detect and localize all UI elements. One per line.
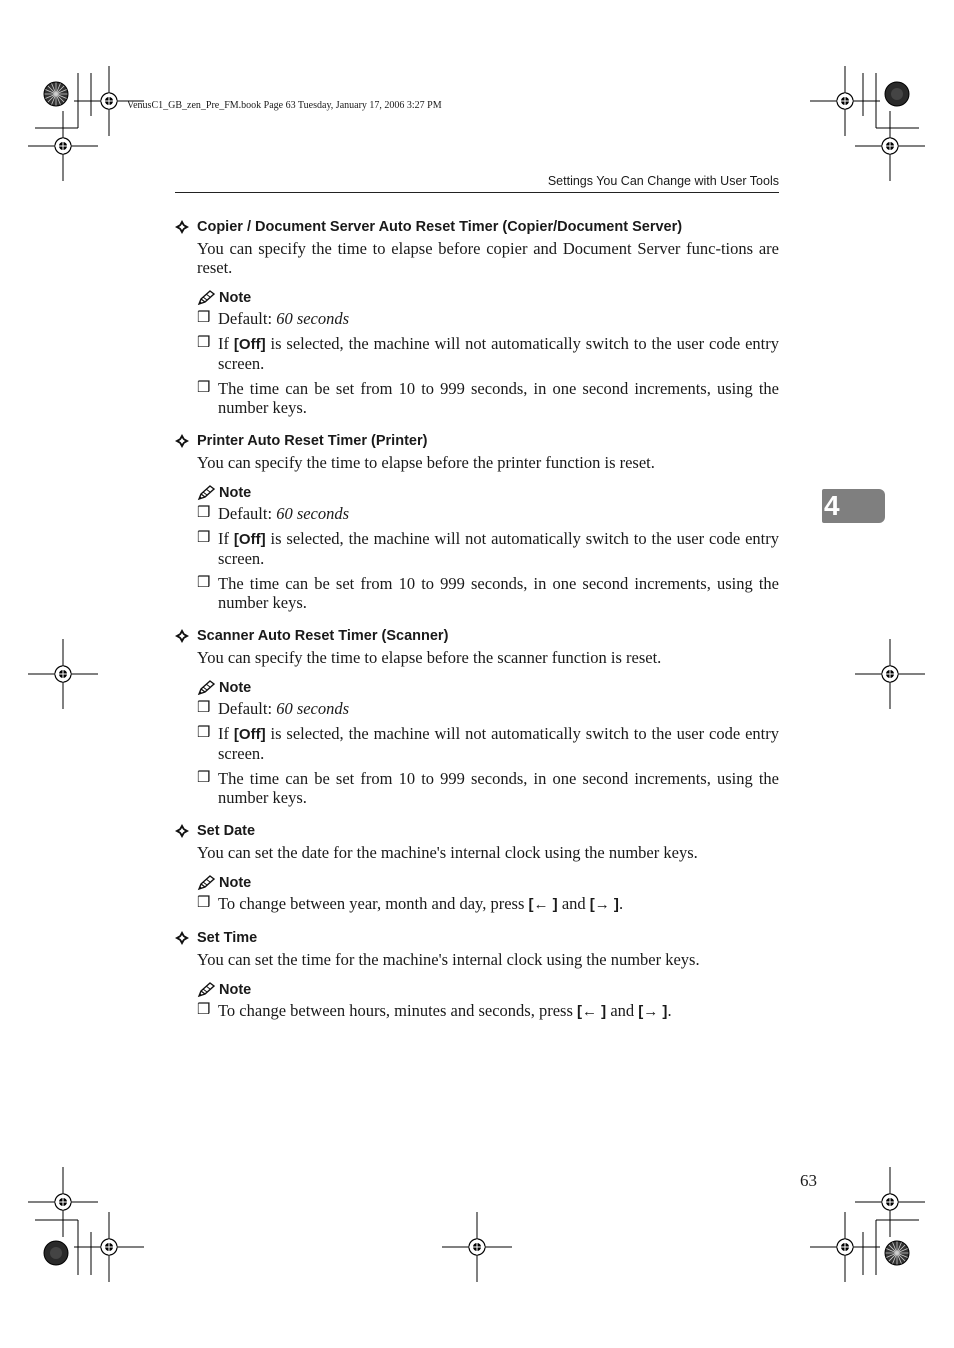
diamond-bullet-icon — [175, 629, 189, 643]
section-title — [175, 429, 779, 453]
section-description: You can set the date for the machine's internal clock using the number keys. — [197, 843, 698, 862]
checkbox-bullet-icon: ❒ — [197, 505, 211, 521]
chapter-tab — [822, 489, 885, 523]
pencil-note-icon — [197, 982, 217, 998]
note-item — [197, 379, 779, 417]
note-text: is selected, the machine will not automatically switch to the user code entry screen. — [218, 529, 779, 568]
header-rule — [175, 192, 779, 193]
off-key-label: [Off] — [233, 726, 266, 743]
checkbox-bullet-icon: ❒ — [197, 380, 211, 396]
note-text: and — [606, 1001, 639, 1020]
note-label: Note — [219, 485, 252, 501]
note-item — [197, 894, 779, 914]
checkbox-bullet-icon: ❒ — [197, 725, 211, 741]
note-heading — [197, 287, 779, 309]
note-text: If — [218, 334, 234, 353]
note-heading — [197, 979, 779, 1001]
note-text: . — [667, 1001, 672, 1020]
section-description: You can specify the time to elapse before the scanner function is reset. — [197, 648, 662, 667]
note-text: is selected, the machine will not automatically switch to the user code entry screen. — [218, 724, 779, 763]
checkbox-bullet-icon: ❒ — [197, 1002, 211, 1018]
note-heading — [197, 482, 779, 504]
right-arrow-key-label: [→ ] — [638, 1003, 668, 1020]
section-title-text: Printer Auto Reset Timer (Printer) — [197, 433, 428, 449]
section-description: You can set the time for the machine's internal clock using the number keys. — [197, 950, 700, 969]
note-item — [197, 334, 779, 373]
pencil-note-icon — [197, 485, 217, 501]
checkbox-bullet-icon: ❒ — [197, 310, 211, 326]
checkbox-bullet-icon: ❒ — [197, 700, 211, 716]
note-text: . — [618, 894, 624, 913]
note-item — [197, 769, 779, 807]
section-scanner-reset-timer — [175, 624, 779, 807]
checkbox-bullet-icon: ❒ — [197, 575, 211, 591]
default-prefix: Default: — [218, 309, 277, 328]
note-label: Note — [219, 290, 252, 306]
note-text: and — [557, 894, 590, 913]
note-item — [197, 529, 779, 568]
off-key-label: [Off] — [233, 531, 266, 548]
right-arrow-key-label: [→ ] — [589, 896, 619, 913]
note-label: Note — [219, 680, 252, 696]
note-label: Note — [219, 982, 252, 998]
pencil-note-icon — [197, 290, 217, 306]
note-text: is selected, the machine will not automatically switch to the user code entry screen. — [218, 334, 779, 373]
note-item — [197, 724, 779, 763]
note-item — [197, 1001, 779, 1021]
section-title — [175, 215, 779, 239]
default-value: 60 seconds — [276, 309, 350, 328]
note-text: If — [218, 529, 234, 548]
checkbox-bullet-icon: ❒ — [197, 335, 211, 351]
page-content — [175, 215, 779, 1033]
left-arrow-key-label: [← ] — [577, 1003, 607, 1020]
book-info-line: VenusC1_GB_zen_Pre_FM.book Page 63 Tuesday, January 17, 2006 3:27 PM — [127, 100, 442, 111]
left-arrow-key-label: [← ] — [528, 896, 558, 913]
note-item — [197, 309, 779, 328]
note-label: Note — [219, 875, 252, 891]
section-title — [175, 624, 779, 648]
section-set-time — [175, 926, 779, 1021]
chapter-number: 4 — [824, 490, 840, 521]
page-number: 63 — [800, 1171, 817, 1190]
diamond-bullet-icon — [175, 434, 189, 448]
note-text: To change between year, month and day, press — [218, 894, 529, 913]
default-value: 60 seconds — [276, 504, 350, 523]
section-title-text: Scanner Auto Reset Timer (Scanner) — [197, 628, 449, 644]
default-value: 60 seconds — [276, 699, 350, 718]
section-title-text: Set Time — [197, 930, 258, 946]
section-copier-reset-timer — [175, 215, 779, 417]
section-description: You can specify the time to elapse before copier and Document Server func-tions are reset. — [197, 239, 779, 277]
checkbox-bullet-icon: ❒ — [197, 895, 211, 911]
section-title-text: Set Date — [197, 823, 256, 839]
section-description: You can specify the time to elapse before the printer function is reset. — [197, 453, 655, 472]
note-item — [197, 574, 779, 612]
checkbox-bullet-icon: ❒ — [197, 770, 211, 786]
note-item — [197, 504, 779, 523]
off-key-label: [Off] — [233, 336, 266, 353]
section-title — [175, 819, 779, 843]
diamond-bullet-icon — [175, 220, 189, 234]
note-heading — [197, 677, 779, 699]
pencil-note-icon — [197, 875, 217, 891]
note-text: If — [218, 724, 234, 743]
section-title-text: Copier / Document Server Auto Reset Timer (Copier/Document Server) — [197, 219, 683, 235]
note-text: To change between hours, minutes and seconds, press — [218, 1001, 578, 1020]
default-prefix: Default: — [218, 699, 277, 718]
running-header: Settings You Can Change with User Tools — [547, 174, 779, 188]
section-set-date — [175, 819, 779, 914]
default-prefix: Default: — [218, 504, 277, 523]
note-text: The time can be set from 10 to 999 seconds, in one second increments, using the number keys. — [218, 769, 779, 807]
diamond-bullet-icon — [175, 931, 189, 945]
note-text: The time can be set from 10 to 999 seconds, in one second increments, using the number keys. — [218, 574, 779, 612]
section-printer-reset-timer — [175, 429, 779, 612]
pencil-note-icon — [197, 680, 217, 696]
note-heading — [197, 872, 779, 894]
diamond-bullet-icon — [175, 824, 189, 838]
checkbox-bullet-icon: ❒ — [197, 530, 211, 546]
note-text: The time can be set from 10 to 999 seconds, in one second increments, using the number keys. — [218, 379, 779, 417]
section-title — [175, 926, 779, 950]
note-item — [197, 699, 779, 718]
